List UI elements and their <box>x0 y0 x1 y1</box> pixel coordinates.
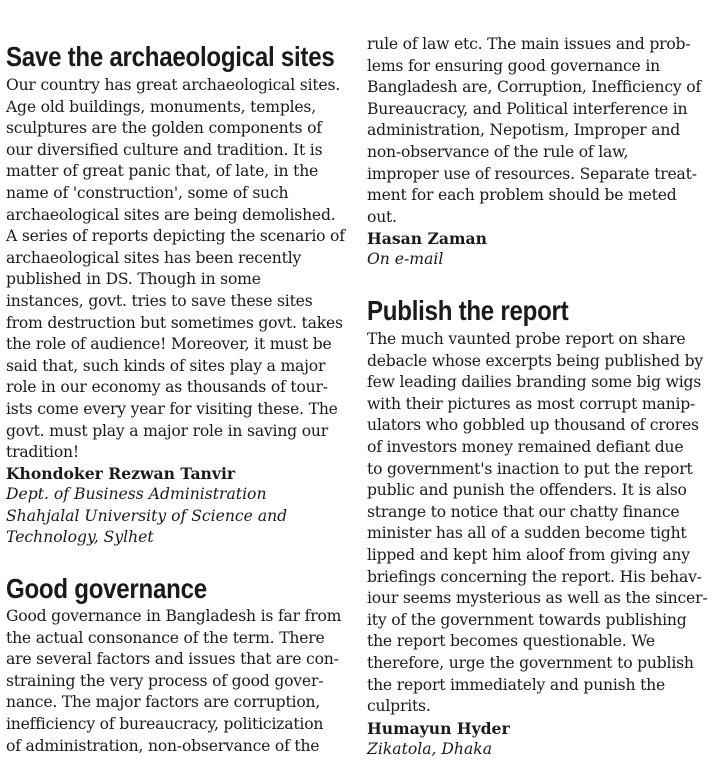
letter-3-author: Humayun Hyder <box>367 719 510 738</box>
letter-3-affiliation: Zikatola, Dhaka <box>367 740 493 758</box>
letter-1-headline: Save the archaeological sites <box>6 41 335 72</box>
letter-2-headline: Good governance <box>6 573 207 604</box>
letter-2-body: Good governance in Bangladesh is far from the actual consonance of the term. There are several factors and issues that are con- straining the very process of good gover- nance. The major factors are corruption, inefficiency of bureaucracy, politicization of administration, non-observance of the <box>6 607 342 755</box>
letter-3-headline: Publish the report <box>367 295 569 326</box>
letter-2-affiliation: On e-mail <box>367 250 444 268</box>
letter-2-author: Hasan Zaman <box>367 229 487 248</box>
letter-1-affiliation: Dept. of Business Administration Shahjalal University of Science and Technology, Sylhet <box>6 485 288 547</box>
letter-1-body: Our country has great archaeological sites. Age old buildings, monuments, temples, sculptures are the golden components of our diversified culture and tradition. It is matter of great panic that, of late, in the name of 'construction', some of such archaeological sites are being demolished. A series of reports depicting the scenario of archaeological sites has been recently published in DS. Though in some instances, govt. tries to save these sites from destruction but sometimes govt. takes the role of audience! Moreover, it must be said that, such kinds of sites play a major role in our economy as thousands of tour- ists come every year for visiting these. The govt. must play a major role in saving our tradition! <box>6 76 345 462</box>
letter-1-author: Khondoker Rezwan Tanvir <box>6 464 236 483</box>
letter-3-body: The much vaunted probe report on share debacle whose excerpts being published by few leading dailies branding some big wigs with their pictures as most corrupt manip- ulators who gobbled up thousand of crores of investors money remained defiant due to government's inaction to put the report public and punish the offenders. It is also strange to notice that our chatty finance minister has all of a sudden become tight lipped and kept him aloof from giving any briefings concerning the report. His behav- iour seems mysterious as well as the sincer- ity of the government towards publishing the report becomes questionable. We therefore, urge the government to publish the report immediately and punish the culprits. <box>367 330 708 716</box>
letter-2-body-continued: rule of law etc. The main issues and prob- lems for ensuring good governance in Bangladesh are, Corruption, Inefficiency of Bureaucracy, and Political interference in administration, Nepotism, Improper and non-observance of the rule of law, improper use of resources. Separate treat- ment for each problem should be meted out. <box>367 35 702 226</box>
